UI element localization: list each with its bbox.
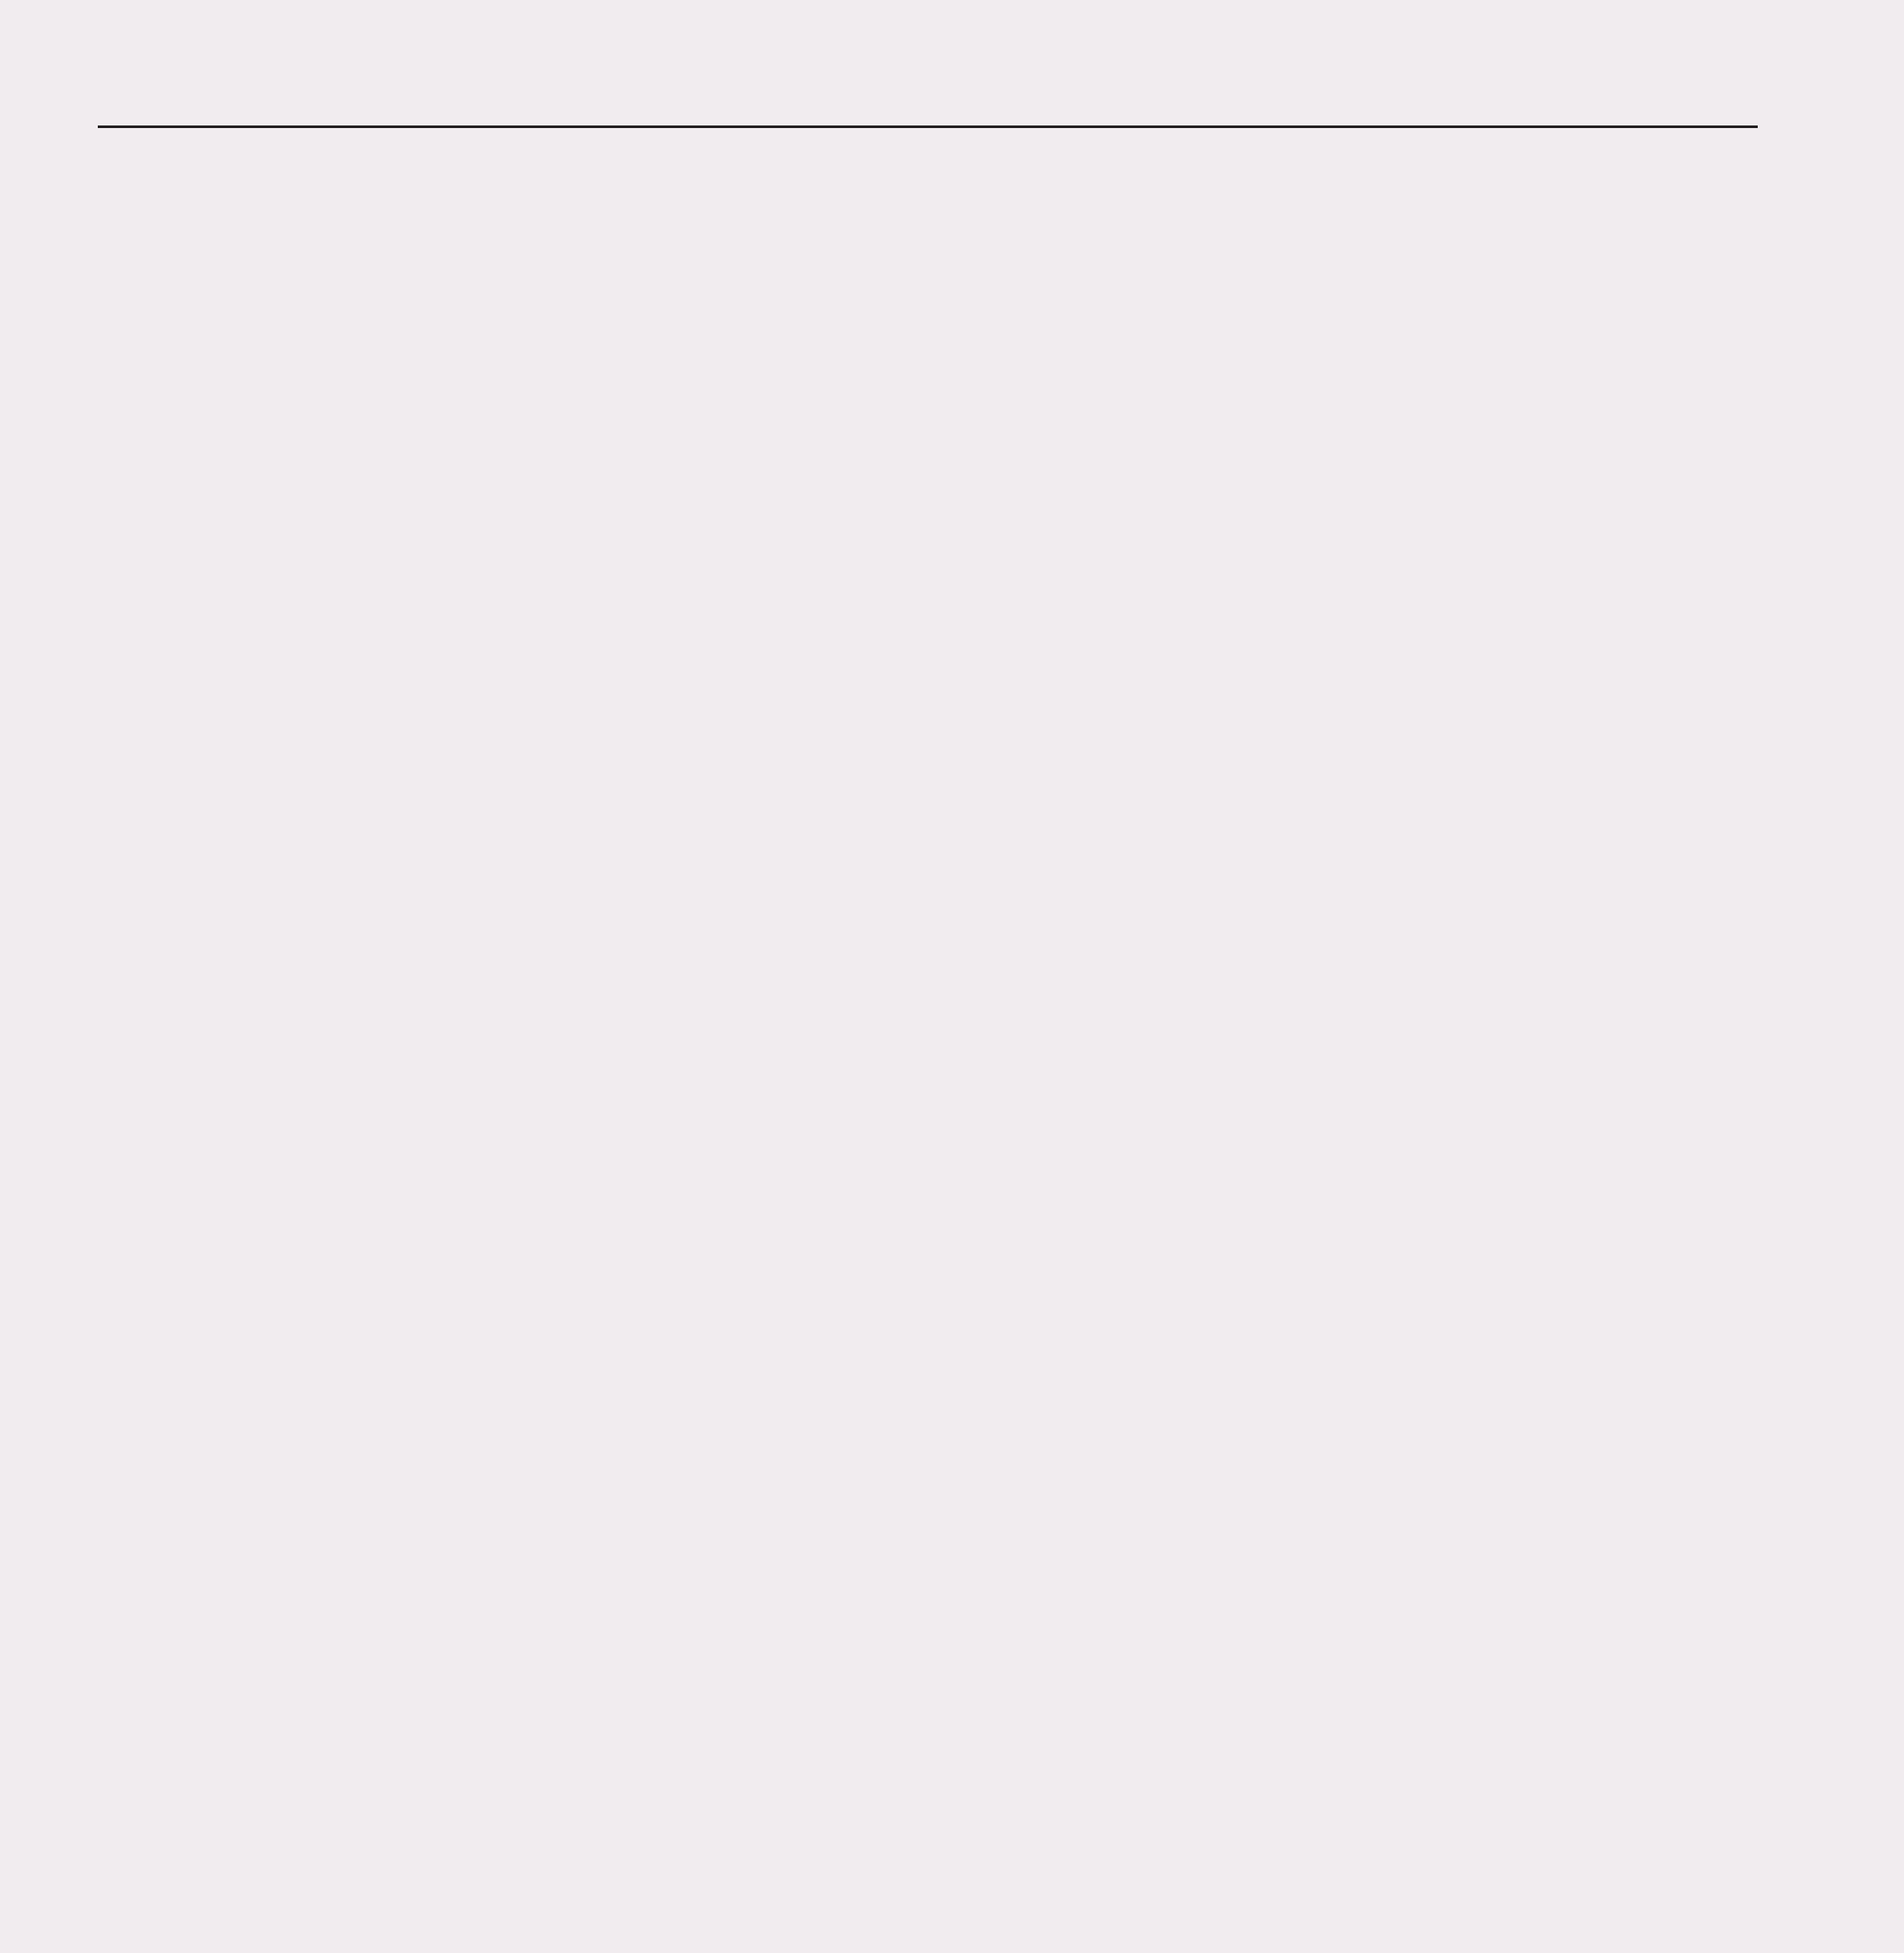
header-rule xyxy=(98,125,1758,128)
